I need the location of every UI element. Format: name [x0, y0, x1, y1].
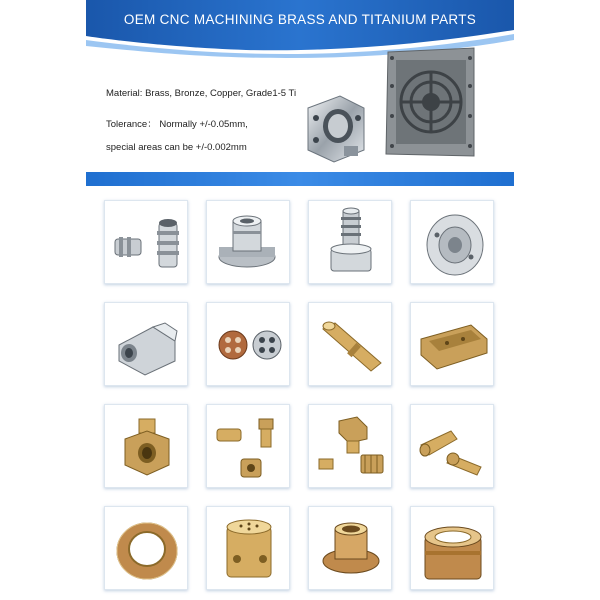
- brass-cylinder-image: [207, 507, 291, 591]
- steel-grooved-valve-image: [309, 201, 393, 285]
- product-tile[interactable]: [308, 506, 392, 590]
- sphere-parts-image: [207, 303, 291, 387]
- titanium-bracket-image: [300, 88, 370, 166]
- machined-plate-image: [382, 46, 478, 160]
- banner-title: OEM CNC MACHINING BRASS AND TITANIUM PARTS: [123, 12, 477, 27]
- brass-tray-image: [411, 303, 495, 387]
- special-tolerance-text: special areas can be +/-0.002mm: [106, 142, 247, 153]
- steel-elbow-block-image: [105, 303, 189, 387]
- product-tile[interactable]: [104, 200, 188, 284]
- brass-small-fittings-image: [207, 405, 291, 489]
- brass-hex-nut-fitting-image: [105, 405, 189, 489]
- brass-hex-plugs-image: [309, 405, 393, 489]
- product-tile[interactable]: [206, 506, 290, 590]
- product-tile[interactable]: [308, 200, 392, 284]
- bronze-ring-image: [105, 507, 189, 591]
- product-tile[interactable]: [410, 302, 494, 386]
- brass-elbow-fittings-image: [411, 405, 495, 489]
- steel-flange-fitting-image: [207, 201, 291, 285]
- product-tile[interactable]: [206, 404, 290, 488]
- product-tile[interactable]: [206, 200, 290, 284]
- brass-shaft-image: [309, 303, 393, 387]
- product-tile[interactable]: [308, 302, 392, 386]
- product-tile[interactable]: [206, 302, 290, 386]
- product-tile[interactable]: [410, 404, 494, 488]
- product-tile[interactable]: [104, 302, 188, 386]
- tolerance-text: Tolerance： Normally +/-0.05mm,: [106, 119, 248, 130]
- product-tile[interactable]: [104, 404, 188, 488]
- product-tile[interactable]: [308, 404, 392, 488]
- bronze-flanged-bushing-image: [309, 507, 393, 591]
- bronze-sleeve-image: [411, 507, 495, 591]
- material-text: Material: Brass, Bronze, Copper, Grade1-5 Ti: [106, 88, 297, 99]
- section-divider-bar: [86, 172, 514, 186]
- aluminum-disc-image: [411, 201, 495, 285]
- product-tile[interactable]: [410, 200, 494, 284]
- product-tile[interactable]: [104, 506, 188, 590]
- stainless-fittings-image: [105, 201, 189, 285]
- product-tile[interactable]: [410, 506, 494, 590]
